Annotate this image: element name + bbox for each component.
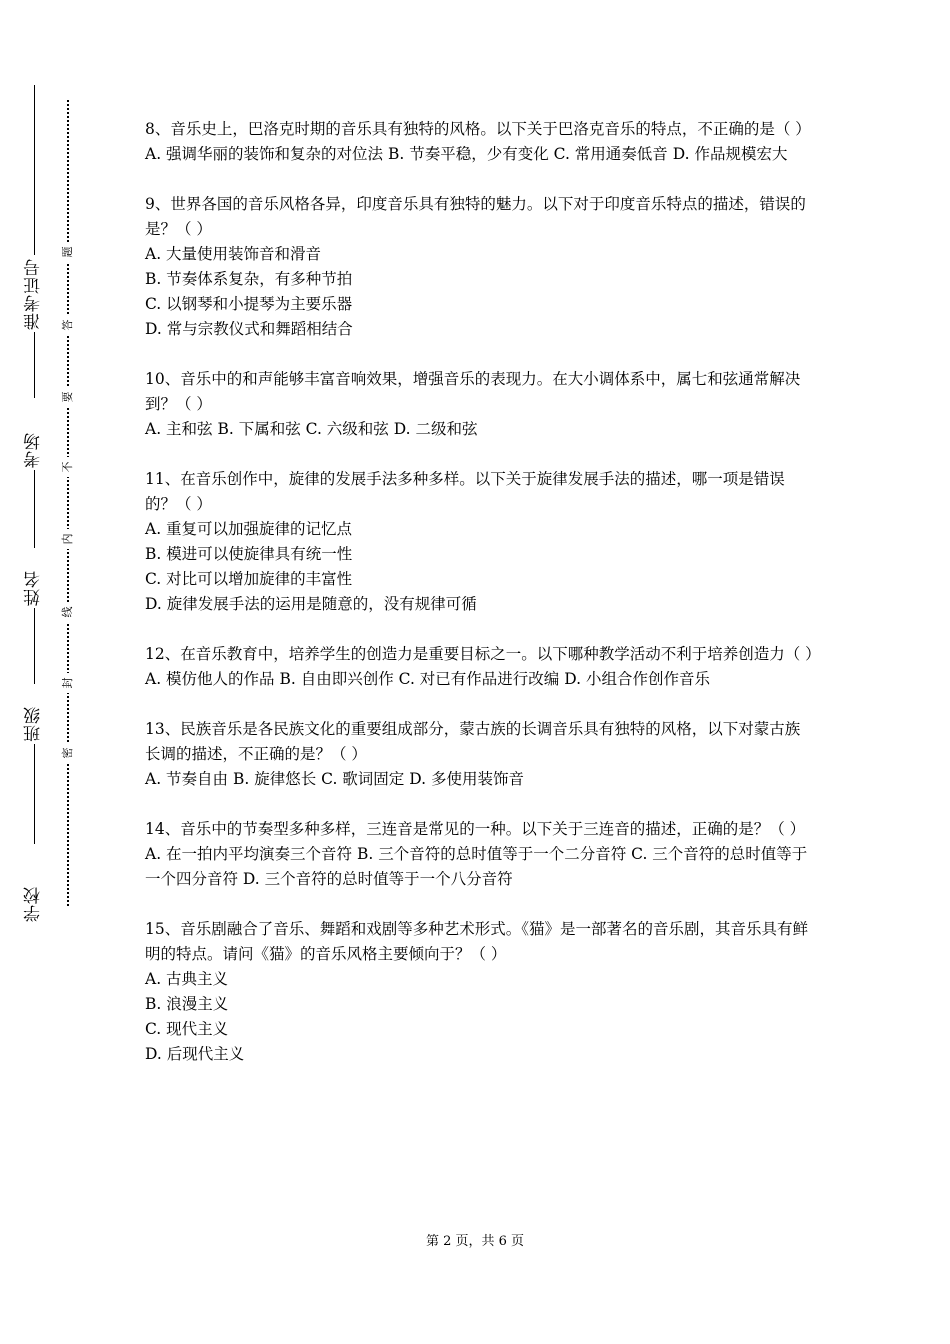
seal-dotted-line: [67, 100, 69, 906]
fill-line: [34, 332, 35, 398]
seal-char: 密: [61, 743, 75, 763]
field-exam-room: [22, 432, 46, 548]
fill-line: [34, 470, 35, 548]
question-stem: 12、在音乐教育中，培养学生的创造力是重要目标之一。以下哪种教学活动不利于培养创造力（ ）: [145, 645, 821, 663]
field-label: 学校: [24, 886, 44, 922]
question-12: [145, 642, 821, 692]
question-8: [145, 117, 813, 167]
seal-char: 线: [61, 602, 75, 622]
question-stem: 9、世界各国的音乐风格各异，印度音乐具有独特的魅力。以下对于印度音乐特点的描述，错误的是？（ ）: [145, 195, 806, 238]
seal-char: 不: [61, 457, 75, 477]
seal-char: 内: [61, 529, 75, 549]
question-11: [145, 467, 813, 617]
field-label: 姓名: [24, 570, 44, 606]
field-school: [22, 886, 46, 922]
question-stem: 11、在音乐创作中，旋律的发展手法多种多样。以下关于旋律发展手法的描述，哪一项是错误的？（ ）: [145, 470, 785, 513]
option-b: B. 节奏体系复杂，有多种节拍: [145, 270, 353, 288]
option-d: D. 常与宗教仪式和舞蹈相结合: [145, 320, 353, 338]
question-stem: 14、音乐中的节奏型多种多样，三连音是常见的一种。以下关于三连音的描述，正确的是？（ ）: [145, 820, 806, 838]
option-d: D. 后现代主义: [145, 1045, 245, 1063]
option-d: D. 旋律发展手法的运用是随意的，没有规律可循: [145, 595, 477, 613]
question-options: A. 模仿他人的作品 B. 自由即兴创作 C. 对已有作品进行改编 D. 小组合作创作音乐: [145, 670, 710, 688]
option-c: C. 现代主义: [145, 1020, 229, 1038]
field-name: [22, 570, 46, 684]
field-label: 准考证号: [24, 258, 44, 330]
question-14: [145, 817, 813, 892]
question-stem: 8、音乐史上，巴洛克时期的音乐具有独特的风格。以下关于巴洛克音乐的特点，不正确的是（ ）: [145, 120, 811, 138]
seal-char: 答: [61, 315, 75, 335]
option-a: A. 大量使用装饰音和滑音: [145, 245, 322, 263]
question-options: A. 强调华丽的装饰和复杂的对位法 B. 节奏平稳，少有变化 C. 常用通奏低音 D. 作品规模宏大: [145, 145, 788, 163]
question-13: [145, 717, 813, 792]
question-stem: 15、音乐剧融合了音乐、舞蹈和戏剧等多种艺术形式。《猫》是一部著名的音乐剧，其音乐具有鲜明的特点。请问《猫》的音乐风格主要倾向于？（ ）: [145, 920, 808, 963]
question-stem: 10、音乐中的和声能够丰富音响效果，增强音乐的表现力。在大小调体系中，属七和弦通常解决到？（ ）: [145, 370, 801, 413]
question-stem: 13、民族音乐是各民族文化的重要组成部分，蒙古族的长调音乐具有独特的风格，以下对蒙古族长调的描述，不正确的是？（ ）: [145, 720, 801, 763]
question-options: A. 在一拍内平均演奏三个音符 B. 三个音符的总时值等于一个二分音符 C. 三个音符的总时值等于一个四分音符 D. 三个音符的总时值等于一个八分音符: [145, 845, 808, 888]
option-b: B. 模进可以使旋律具有统一性: [145, 545, 353, 563]
option-a: A. 古典主义: [145, 970, 229, 988]
field-class: [22, 706, 46, 844]
question-list: [145, 117, 821, 1092]
top-fill-line: [34, 85, 35, 255]
question-15: [145, 917, 813, 1067]
option-c: C. 对比可以增加旋律的丰富性: [145, 570, 353, 588]
fill-line: [34, 608, 35, 684]
question-9: [145, 192, 813, 342]
field-label: 考场: [24, 432, 44, 468]
option-b: B. 浪漫主义: [145, 995, 229, 1013]
field-label: 班级: [24, 706, 44, 742]
field-exam-number: [22, 258, 46, 398]
seal-char: 要: [61, 387, 75, 407]
seal-char: 封: [61, 673, 75, 693]
question-options: A. 节奏自由 B. 旋律悠长 C. 歌词固定 D. 多使用装饰音: [145, 770, 524, 788]
option-a: A. 重复可以加强旋律的记忆点: [145, 520, 353, 538]
question-10: [145, 367, 813, 442]
page-number: 第 2 页，共 6 页: [425, 1234, 525, 1249]
question-options: A. 主和弦 B. 下属和弦 C. 六级和弦 D. 二级和弦: [145, 420, 478, 438]
fill-line: [34, 744, 35, 844]
seal-char: 题: [61, 242, 75, 262]
option-c: C. 以钢琴和小提琴为主要乐器: [145, 295, 353, 313]
